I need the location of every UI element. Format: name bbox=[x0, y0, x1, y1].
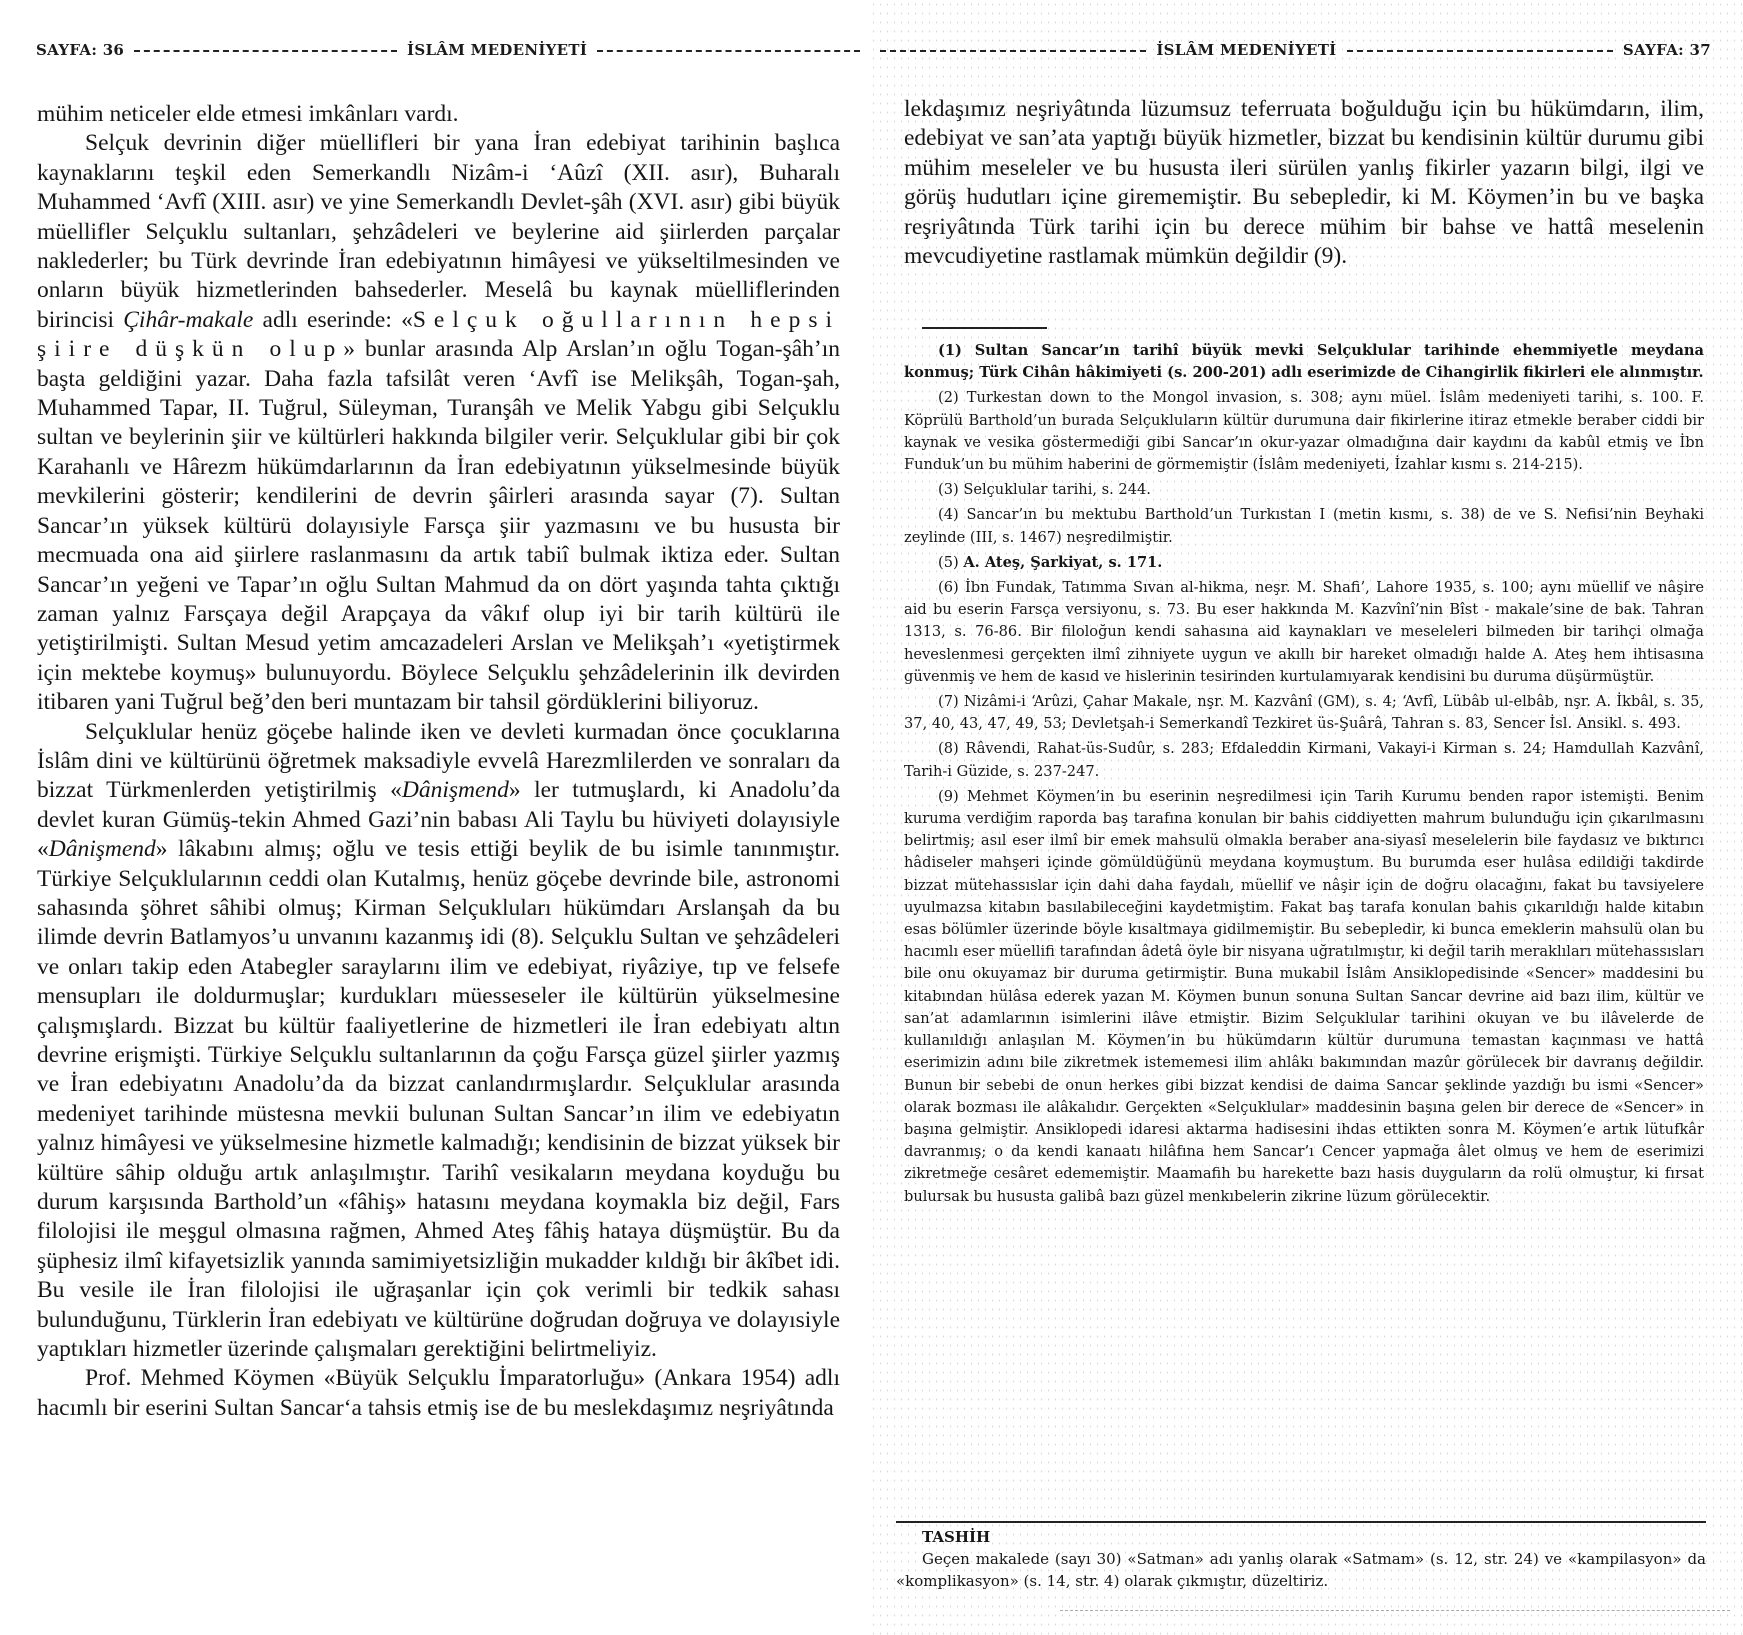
footnote-3 bbox=[904, 479, 1704, 501]
footnote-text: Nizâmi-i ‘Arûzi, Çahar Makale, nşr. M. Kazvânî (GM), s. 4; ‘Avfî, Lübâb ul-elbâb, nşr. A. İkbâl, s. 35, 37, 40, 43, 47, 49, 53; Devletşah-i Semerkandî Tezkiret üs-Şuârâ, Tahran s. 83, Sencer İsl. Ansikl. s. 493. bbox=[904, 693, 1704, 733]
header-dash-rule bbox=[597, 50, 860, 52]
footnote-5 bbox=[904, 552, 1704, 574]
journal-title: İSLÂM MEDENİYETİ bbox=[1156, 41, 1337, 59]
footnote-4 bbox=[904, 504, 1704, 548]
footnote-text: Turkestan down to the Mongol invasion, s. 308; aynı müel. İslâm medeniyeti tarihi, s. 100. F. Köprülü Barthold’un burada Selçukluların kültür durumuna dair fikirlerine itiraz etmekle beraber ciddi bir kaynak ve vesika göstermediği gibi Sancar’ın okur-yazar olmadığına dair kaydını da kabûl etmiş ve İbn Funduk’un bu mühim haberini de görmemiştir (İslâm medeniyeti, İzahlar kısmı s. 214-215). bbox=[904, 389, 1705, 474]
footnote-number: (4) bbox=[938, 506, 959, 524]
left-page bbox=[0, 0, 870, 1635]
footnote-text: Selçuklular tarihi, s. 244. bbox=[963, 481, 1151, 499]
journal-title: İSLÂM MEDENİYETİ bbox=[407, 41, 588, 59]
text-run: Selçuklular henüz göçebe halinde iken ve devleti kurmadan önce çocuklarına İslâm dini ve kültürünü öğretmek maksadiyle evvelâ Harezmlilerden ve sonraları da bizzat Türkmenlerden yetiştirilmiş « bbox=[37, 718, 840, 804]
footnote-number: (8) bbox=[938, 740, 959, 758]
page-number-label: SAYFA: 36 bbox=[36, 41, 125, 59]
bottom-dashed-rule bbox=[1060, 1610, 1730, 1611]
text-run: adlı eserinde: « bbox=[253, 306, 413, 333]
article-body-left bbox=[37, 100, 840, 1423]
footnote-separator bbox=[922, 327, 1047, 329]
footnote-number: (7) bbox=[938, 693, 959, 711]
right-page bbox=[870, 0, 1743, 1635]
footnote-6 bbox=[904, 577, 1704, 688]
correction-separator bbox=[896, 1521, 1706, 1523]
footnote-2 bbox=[904, 387, 1704, 476]
spaced-quote: Selçuk oğullarının hepsi şiire düşkün olup bbox=[37, 306, 840, 363]
footnote-number: (1) bbox=[938, 342, 962, 359]
italic-term: Dânişmend bbox=[401, 777, 509, 804]
header-dash-rule bbox=[1347, 50, 1613, 52]
text-run: » lâkabını almış; oğlu ve tesis ettiği beylik de bu isimle tanınmıştır. Türkiye Selçuklularının ceddi olan Kutalmış, henüz göçebe devrinde bile, astronomi sahasında şöhret sâhibi olmuş; Kirman Selçukluları hükümdarı Arslanşah da bu ilimde devrin Batlamyos’u unvanını kazanmış idi (8). Selçuklu Sultan ve şehzâdeleri ve onları takip eden Atabegler saraylarını ilim ve edebiyat, riyâziye, tıp ve felsefe mensupları ile doldurmuşlar; kurdukları müesseseler ile kültürün yükselmesine çalışmışlardı. Bizzat bu kültür faaliyetlerine de hizmetleri ile İran edebiyatı altın devrine erişmişti. Türkiye Selçuklu sultanlarının da çoğu Farsça güzel şiirler yazmış ve İran edebiyatını Anadolu’da da bizzat canlandırmışlardır. Selçuklular arasında medeniyet tarihinde müstesna mevkii bulunan Sultan Sancar’ın ilim ve edebiyatın yalnız himâyesi ve yükselmesine hizmetle kalmadığı; kendisinin de bizzat yüksek bir kültüre sâhip olduğu artık anlaşılmıştır. Tarihî vesikaların meydana koyduğu bu durum karşısında Barthold’un «fâhiş» hatasını meydana koymakla biz değil, Fars filolojisi ile meşgul olmasına rağmen, Ahmed Ateş fâhiş hataya düşmüştür. Bu da şüphesiz ilmî kifayetsizlik yanında samimiyetsizliğin mukadder kıldığı bir âkîbet idi. Bu vesile ile İran filolojisi ile uğraşanlar için çok verimli bir tedkik sahası bulunduğunu, Türklerin İran edebiyatı ve kültürüne doğrudan doğruya ve dolayısiyle yaptıkları hizmetler üzerinde çalışmaları gerektiğini belirtmeliyiz. bbox=[37, 836, 840, 1363]
text-run: » bunlar arasında Alp Arslan’ın oğlu Togan-şâh’ın başta geldiğini yazar. Daha fazla tafsilât veren ‘Avfî ise Melikşâh, Togan-şah, Muhammed Tapar, II. Tuğrul, Süleyman, Turanşâh ve Melik Yabgu gibi Selçuklu sultan ve beylerinin şiir ve kültürleri hakkında bilgiler verir. Selçuklular gibi bir çok Karahanlı ve Hârezm hükümdarlarının da İran edebiyatının yükselmesinde büyük mevkilerini gösterir; kendilerini de devrin şâirleri arasında sayar (7). Sultan Sancar’ın yüksek kültürü dolayısiyle Farsça şiir yazmasını ve bu hususta bir mecmuada ona aid şiirlere raslanmasını da artık tabiî bulmak iktiza eder. Sultan Sancar’ın yeğeni ve Tapar’ın oğlu Sultan Mahmud da on dört yaşında tahta çıktığı zaman yalnız Farsçaya değil Arapçaya da vâkıf olup iyi bir tarih kültürü ile yetiştirilmişti. Sultan Mesud yetim amcazadeleri Arslan ve Melikşah’ı «yetiştirmek için mektebe koymuş» bulunuyordu. Böylece Selçuklu şehzâdelerinin ilk devirden itibaren yani Tuğrul beğ’den beri muntazam bir tahsil gördüklerini biliyoruz. bbox=[37, 336, 840, 716]
correction-notice bbox=[896, 1526, 1706, 1592]
italic-title: Çihâr-makale bbox=[123, 306, 254, 333]
footnote-number: (2) bbox=[938, 389, 959, 407]
footnote-text: Sancar’ın bu mektubu Barthold’un Turkıstan I (metin kısmı, s. 38) de ve S. Nefisi’nin Beyhaki zeylinde (III, s. 1467) neşredilmiştir. bbox=[904, 506, 1704, 546]
header-dash-rule bbox=[134, 50, 397, 52]
running-header-left bbox=[36, 38, 870, 62]
footnote-9 bbox=[904, 786, 1704, 1208]
header-dash-rule bbox=[880, 50, 1146, 52]
footnote-text: Sultan Sancar’ın tarihî büyük mevki Selçuklular tarihinde ehemmiyetle meydana konmuş; Türk Cihân hâkimiyeti (s. 200-201) adlı eserimizde de Cihangirlik fikirleri ele alınmıştır. bbox=[904, 342, 1704, 382]
text-run: Selçuk devrinin diğer müellifleri bir yana İran edebiyat tarihinin başlıca kaynaklarını teşkil eden Semerkandlı Nizâm-i ‘Aûzî (XII. asır), Buharalı Muhammed ‘Avfî (XIII. asır) ve yine Semerkandlı Devlet-şâh (XVI. asır) gibi büyük müellifler Selçuklu sultanları, şehzâdeleri ve beylerine aid şiirlerden parçalar naklederler; bu Türk devrinde İran edebiyatının himâyesi ve yükseltilmesinden ve onların büyük hizmetlerinden bahsederler. Meselâ bu kaynak müelliflerinden birincisi bbox=[37, 130, 840, 333]
footnote-text: Râvendi, Rahat-üs-Sudûr, s. 283; Efdaleddin Kirmani, Vakayi-i Kirman s. 24; Hamdullah Kazvânî, Tarih-i Güzide, s. 237-247. bbox=[904, 740, 1704, 780]
text-run: » ler tutmuşlardı, ki Anadolu’da devlet kuran Gümüş-tekin Ahmed Gazi’nin babası Ali Taylu bu hüviyeti dolayısiyle « bbox=[37, 777, 840, 863]
paragraph bbox=[37, 1364, 840, 1423]
text-run: Prof. Mehmed Köymen «Büyük Selçuklu İmparatorluğu» (Ankara 1954) adlı hacımlı bir eserini Sultan Sancar‘a tahsis etmiş ise de bu meslekdaşımız neşriyâtında bbox=[37, 1365, 840, 1421]
footnote-text: İbn Fundak, Tatımma Sıvan al-hikma, neşr. M. Shafi’, Lahore 1935, s. 100; aynı müellif ve nâşire aid bu eserin Farsça versiyonu, s. 73. Bu eser hakkında M. Kazvînî’nin Bîst - makale’sine de bak. Tahran 1313, s. 76-86. Bir filoloğun kendi sahasına aid kaynakları ve meseleleri bilmeden bir tarihçi olmağa heveslenmesi gerçekten ilmî zihniyete uygun ve akıllı bir hareket olmadığı halde A. Ateş hem ihtisasına güvenmiş ve hem de kasıd ve hislerinin tesirinden kurtulamıyarak kendisini bu duruma düşürmüştür. bbox=[904, 579, 1705, 685]
footnotes bbox=[904, 340, 1704, 1211]
footnote-1 bbox=[904, 340, 1704, 384]
footnote-number: (9) bbox=[938, 787, 959, 805]
page-number-label: SAYFA: 37 bbox=[1622, 41, 1711, 59]
paragraph bbox=[37, 718, 840, 1365]
correction-title: TASHİH bbox=[922, 1528, 991, 1546]
paragraph: lekdaşımız neşriyâtında lüzumsuz teferruata boğulduğu için bu hükümdarın, ilim, edebiyat ve san’ata yaptığı büyük hizmetler, bizzat bu kendisinin kültür durumu gibi mühim meseleler ve bu hususta ileri sürülen yanlış fikirler yazarın bilgi, ilgi ve görüş hudutları içine girememiştir. Bu sebepledir, ki M. Köymen’in bu ve başka reşriyâtında Türk tarihi için bu derece mühim bir bahse ve hattâ meselenin mevcudiyetine rastlamak mümkün değildir (9). bbox=[904, 96, 1704, 270]
running-header-right bbox=[870, 38, 1711, 62]
footnote-text: A. Ateş, Şarkiyat, s. 171. bbox=[963, 553, 1163, 571]
correction-text: Geçen makalede (sayı 30) «Satman» adı yanlış olarak «Satmam» (s. 12, str. 24) ve «kampilasyon» da «komplikasyon» (s. 14, str. 4) olarak çıkmıştır, düzeltiriz. bbox=[896, 1550, 1706, 1590]
footnote-number: (5) bbox=[938, 553, 959, 571]
footnote-8 bbox=[904, 738, 1704, 782]
article-body-right bbox=[904, 95, 1704, 271]
paragraph bbox=[37, 129, 840, 717]
paragraph: mühim neticeler elde etmesi imkânları vardı. bbox=[37, 101, 459, 127]
footnote-7 bbox=[904, 691, 1704, 735]
italic-term: Dânişmend bbox=[48, 836, 156, 863]
footnote-number: (3) bbox=[938, 481, 959, 499]
footnote-number: (6) bbox=[938, 579, 959, 597]
footnote-text: Mehmet Köymen’in bu eserinin neşredilmesi için Tarih Kurumu benden rapor istemişti. Benim kuruma verdiğim raporda baş tarafına konulan bir bahis ciddiyetten mahrum bulunduğu için çıkarılmasını belirtmiş; asıl eser ilmî bir emek mahsulü olmakla beraber ana-siyasî meselelerin bile faydasız ve bıktırıcı hâdiseler mahşeri içinde gömüldüğünü meydana koymuştum. Bu burumda eser hulâsa edildiği takdirde bizzat mütehassıslar için dahi daha faydalı, müellif ve nâşir için de doğru olacağını, fakat bu tavsiyelere uyulmazsa kitabın basılabileceğini kaydetmiştim. Fakat baş tarafa konulan bahis çıkarıldığı halde kitabın esas bölümler üzerinde böyle kısaltmaya gidilmemiştir. Bu sebepledir, ki bunca emeklerin mahsulü olan bu hacımlı eser müellifi tarafından âdetâ öyle bir nisyana uğratılmıştır, ki değil tarih meraklıları mütehassısları bile onu okuyamaz bir duruma getirmiştir. Buna mukabil İslâm Ansiklopedisinde «Sencer» maddesini bu kitabından hülâsa ederek yazan M. Köymen bunun sonuna Sultan Sancar devrine aid bazı ilim, kültür ve san’at adamlarının isimlerini ilâve etmiştir. Bizim Selçuklular tarihini okuyan ve bu ilâvelerde de kullanıldığı anlaşılan M. Köymen’in bu hükümdarın kültür durumuna temastan kaçınması ve hattâ eserimizin adını bile zikretmek istememesi ilim ahlâkı bakımından mazûr görülecek bir davranış değildir. Bunun bir sebebi de onun herkes gibi bizzat kendisi de daima Sancar şeklinde yazdığı bu ismi «Sencer» olarak bozması ile alâkalıdır. Gerçekten «Selçuklular» maddesinin başına gelen bir derece de «Sencer» in başına gelmiştir. Ansiklopedi idaresi aktarma hadisesini ihdas ettikten sonra M. Köymen’e artık lütufkâr davranmış; o da kendi kanaatı hilâfına hem Sancar’ı Cencer yapmağa âlet olmuş ve hem de eserimizi zikretmeğe cesâret edememiştir. Maamafih bu harekette bazı hasis duyguların da rolü olmuştur, ki fırsat bulursak bu hususta galibâ bazı güzel menkıbelerin zikrine lüzum görülecektir. bbox=[904, 787, 1705, 1205]
